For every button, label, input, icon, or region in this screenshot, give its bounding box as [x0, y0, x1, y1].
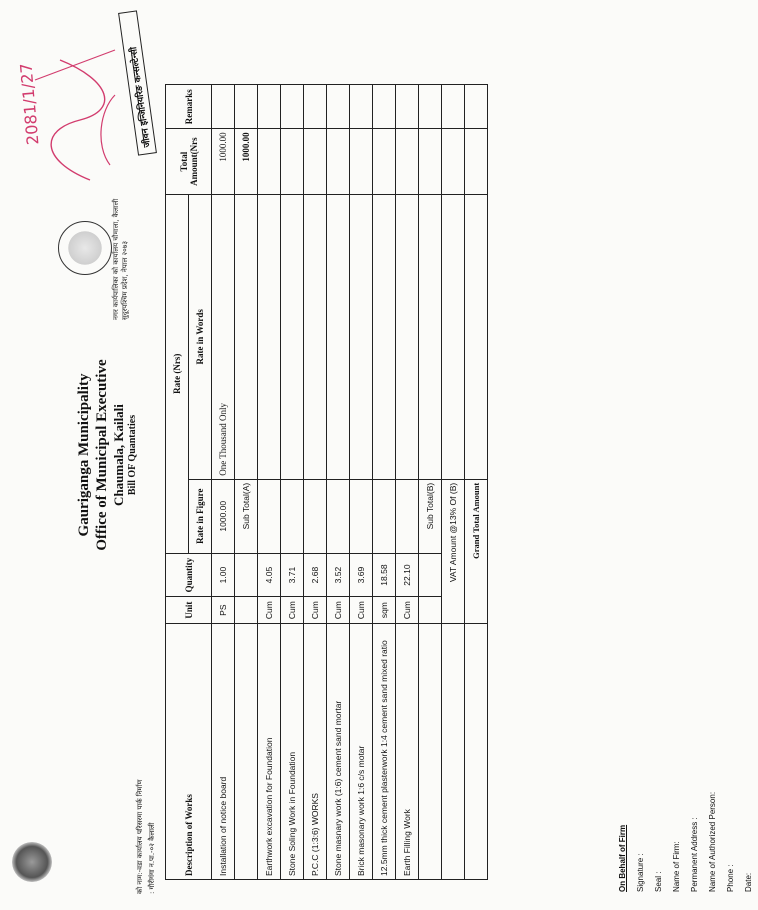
vat-label: VAT Amount @13% Of (B)	[442, 479, 465, 623]
signature-label: Signature :	[636, 853, 645, 892]
table-row: Installation of notice board PS 1.00 1000.00 One Thousand Only 1000.00	[212, 85, 235, 880]
document-title: Bill OF Quantaties	[127, 414, 138, 496]
table-row: Stone Soling Work in Foundation Cum 3.71	[281, 85, 304, 880]
firm-name-label: Name of Firm:	[672, 841, 681, 892]
signature-block	[614, 792, 758, 892]
firm-stamp-text: जीवन इन्जिनियरिङ कन्सल्टेन्सी	[128, 46, 153, 148]
office-location: Chaumala, Kailali	[111, 404, 126, 506]
address-label: Permanent Address :	[690, 817, 699, 892]
subtotal-a-label: Sub Total(A)	[235, 479, 258, 553]
project-location: : गौरीगंगा न.पा.-०२ कैलाली	[148, 822, 156, 894]
col-desc: Description of Works	[166, 623, 212, 879]
table-row: Earthwork excavation for Foundation Cum 4.05	[258, 85, 281, 880]
col-rate: Rate (Nrs)	[166, 194, 189, 553]
col-qty: Quantity	[166, 553, 212, 597]
office-seal-icon	[58, 221, 112, 275]
col-total: Total Amount(Nrs	[166, 129, 212, 194]
col-remarks: Remarks	[166, 85, 212, 129]
handwritten-date: 2081/1/27	[16, 62, 43, 146]
subtotal-b-label: Sub Total(B)	[419, 479, 442, 553]
grand-total-label: Grand Total Amount	[465, 479, 488, 623]
table-row: P.C.C (1:3:6) WORKS Cum 2.68	[304, 85, 327, 880]
office-seal-text: नगर कार्यपालिका को कार्यालय चौमाला, कैलाली सुदूरपश्चिम प्रदेश, नेपाल २०७३	[112, 198, 129, 320]
project-name: को नाम:-वडा कार्यालय परिसरमा पार्क निर्माण	[136, 779, 144, 894]
table-row: 12.5mm thick cement plasterwork 1:4 cement sand mixed ratio sqm 18.58	[373, 85, 396, 880]
subtotal-a-value: 1000.00	[235, 129, 258, 194]
phone-label: Phone :	[726, 864, 735, 892]
boq-table	[165, 84, 488, 880]
seal-label: Seal :	[654, 871, 663, 892]
col-unit: Unit	[166, 597, 212, 623]
authorized-person-label: Name of Authorized Person:	[708, 791, 717, 892]
subtotal-a-row	[235, 85, 258, 880]
office-name: Office of Municipal Executive	[94, 359, 110, 551]
table-row: Brick masonary work 1:6 c/s motar Cum 3.69	[350, 85, 373, 880]
table-row: Earth Filling Work Cum 22.10	[396, 85, 419, 880]
table-row: Stone masnary work (1:6) cement sand mortar Cum 3.52	[327, 85, 350, 880]
municipality-name: Gauriganga Municipality	[76, 373, 92, 537]
vat-row	[442, 85, 465, 880]
municipality-emblem-icon	[12, 842, 52, 882]
on-behalf-label: On Behalf of Firm	[618, 824, 627, 892]
grand-total-row	[465, 85, 488, 880]
col-rate-words: Rate in Words	[189, 194, 212, 479]
date-label: Date:	[744, 872, 753, 892]
subtotal-b-row	[419, 85, 442, 880]
col-rate-figure: Rate in Figure	[189, 479, 212, 553]
